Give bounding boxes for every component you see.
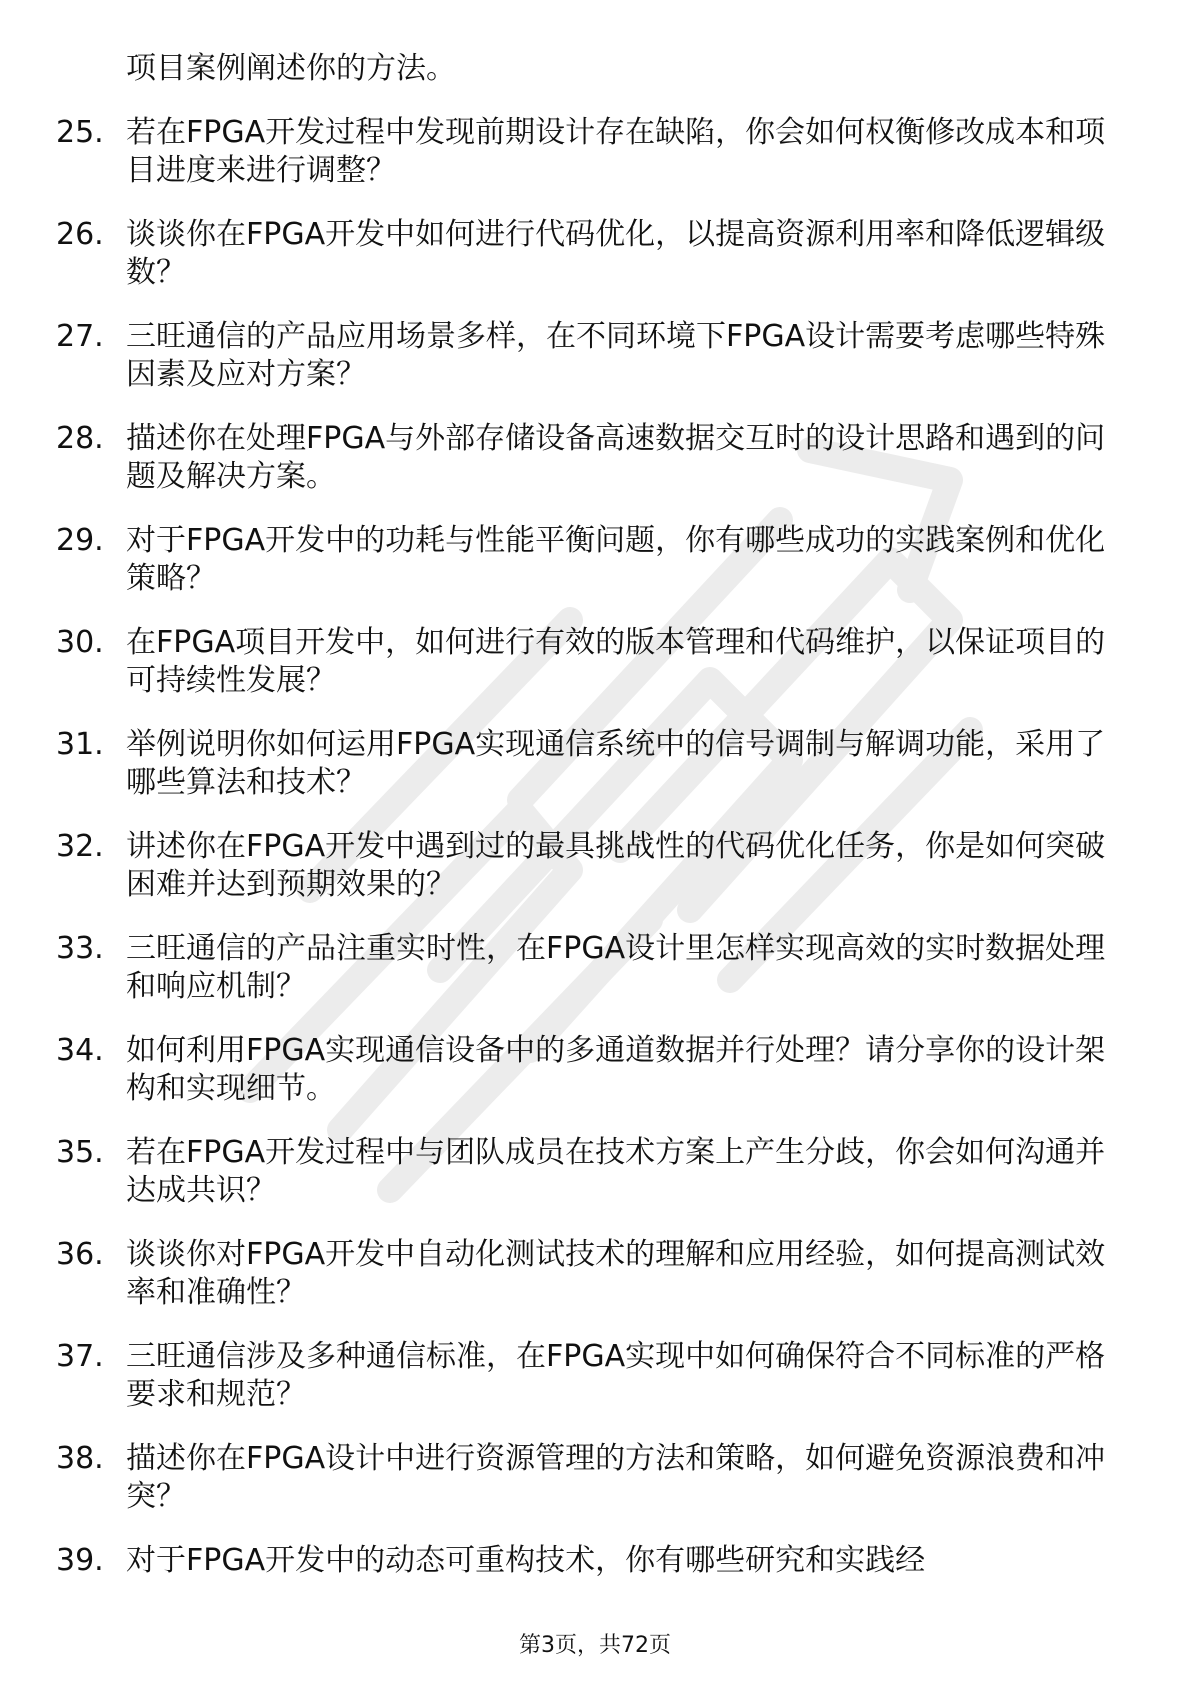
item-number: 29. bbox=[56, 523, 104, 558]
list-item bbox=[56, 1236, 1116, 1312]
list-item bbox=[56, 726, 1116, 802]
item-text: 如何利用FPGA实现通信设备中的多通道数据并行处理？请分享你的设计架构和实现细节。 bbox=[126, 1033, 1106, 1106]
list-item bbox=[56, 930, 1116, 1006]
page-footer: 第3页，共72页 bbox=[519, 1633, 671, 1658]
question-list bbox=[56, 50, 1116, 1606]
item-text: 谈谈你对FPGA开发中自动化测试技术的理解和应用经验，如何提高测试效率和准确性？ bbox=[126, 1237, 1106, 1310]
item-number: 28. bbox=[56, 421, 104, 456]
item-text: 三旺通信涉及多种通信标准，在FPGA实现中如何确保符合不同标准的严格要求和规范？ bbox=[126, 1339, 1106, 1412]
list-item bbox=[56, 114, 1116, 190]
item-number: 25. bbox=[56, 115, 104, 150]
item-number: 36. bbox=[56, 1237, 104, 1272]
item-number: 39. bbox=[56, 1543, 104, 1578]
list-item bbox=[56, 522, 1116, 598]
item-text: 对于FPGA开发中的动态可重构技术，你有哪些研究和实践经 bbox=[126, 1543, 926, 1578]
item-number: 38. bbox=[56, 1441, 104, 1476]
list-item bbox=[56, 318, 1116, 394]
item-number: 32. bbox=[56, 829, 104, 864]
continued-question-text: 项目案例阐述你的方法。 bbox=[126, 51, 456, 86]
list-item bbox=[56, 1338, 1116, 1414]
item-number: 30. bbox=[56, 625, 104, 660]
item-number: 34. bbox=[56, 1033, 104, 1068]
list-item bbox=[56, 420, 1116, 496]
list-item bbox=[56, 1032, 1116, 1108]
item-text: 若在FPGA开发过程中发现前期设计存在缺陷，你会如何权衡修改成本和项目进度来进行调整？ bbox=[126, 115, 1106, 188]
list-item bbox=[56, 1134, 1116, 1210]
list-item bbox=[56, 828, 1116, 904]
item-text: 三旺通信的产品应用场景多样，在不同环境下FPGA设计需要考虑哪些特殊因素及应对方案？ bbox=[126, 319, 1106, 392]
item-number: 27. bbox=[56, 319, 104, 354]
item-text: 对于FPGA开发中的功耗与性能平衡问题，你有哪些成功的实践案例和优化策略？ bbox=[126, 523, 1106, 596]
item-number: 26. bbox=[56, 217, 104, 252]
item-text: 若在FPGA开发过程中与团队成员在技术方案上产生分歧，你会如何沟通并达成共识？ bbox=[126, 1135, 1106, 1208]
item-text: 描述你在处理FPGA与外部存储设备高速数据交互时的设计思路和遇到的问题及解决方案。 bbox=[126, 421, 1106, 494]
item-text: 举例说明你如何运用FPGA实现通信系统中的信号调制与解调功能，采用了哪些算法和技术？ bbox=[126, 727, 1106, 800]
item-number: 37. bbox=[56, 1339, 104, 1374]
item-number: 33. bbox=[56, 931, 104, 966]
list-item bbox=[56, 624, 1116, 700]
list-item bbox=[56, 1440, 1116, 1516]
item-number: 31. bbox=[56, 727, 104, 762]
list-item bbox=[56, 1542, 1116, 1580]
item-number: 35. bbox=[56, 1135, 104, 1170]
item-text: 谈谈你在FPGA开发中如何进行代码优化，以提高资源利用率和降低逻辑级数？ bbox=[126, 217, 1106, 290]
item-text: 三旺通信的产品注重实时性，在FPGA设计里怎样实现高效的实时数据处理和响应机制？ bbox=[126, 931, 1106, 1004]
list-item bbox=[56, 216, 1116, 292]
item-text: 描述你在FPGA设计中进行资源管理的方法和策略，如何避免资源浪费和冲突？ bbox=[126, 1441, 1106, 1514]
item-text: 讲述你在FPGA开发中遇到过的最具挑战性的代码优化任务，你是如何突破困难并达到预期效果的？ bbox=[126, 829, 1106, 902]
item-text: 在FPGA项目开发中，如何进行有效的版本管理和代码维护，以保证项目的可持续性发展？ bbox=[126, 625, 1106, 698]
